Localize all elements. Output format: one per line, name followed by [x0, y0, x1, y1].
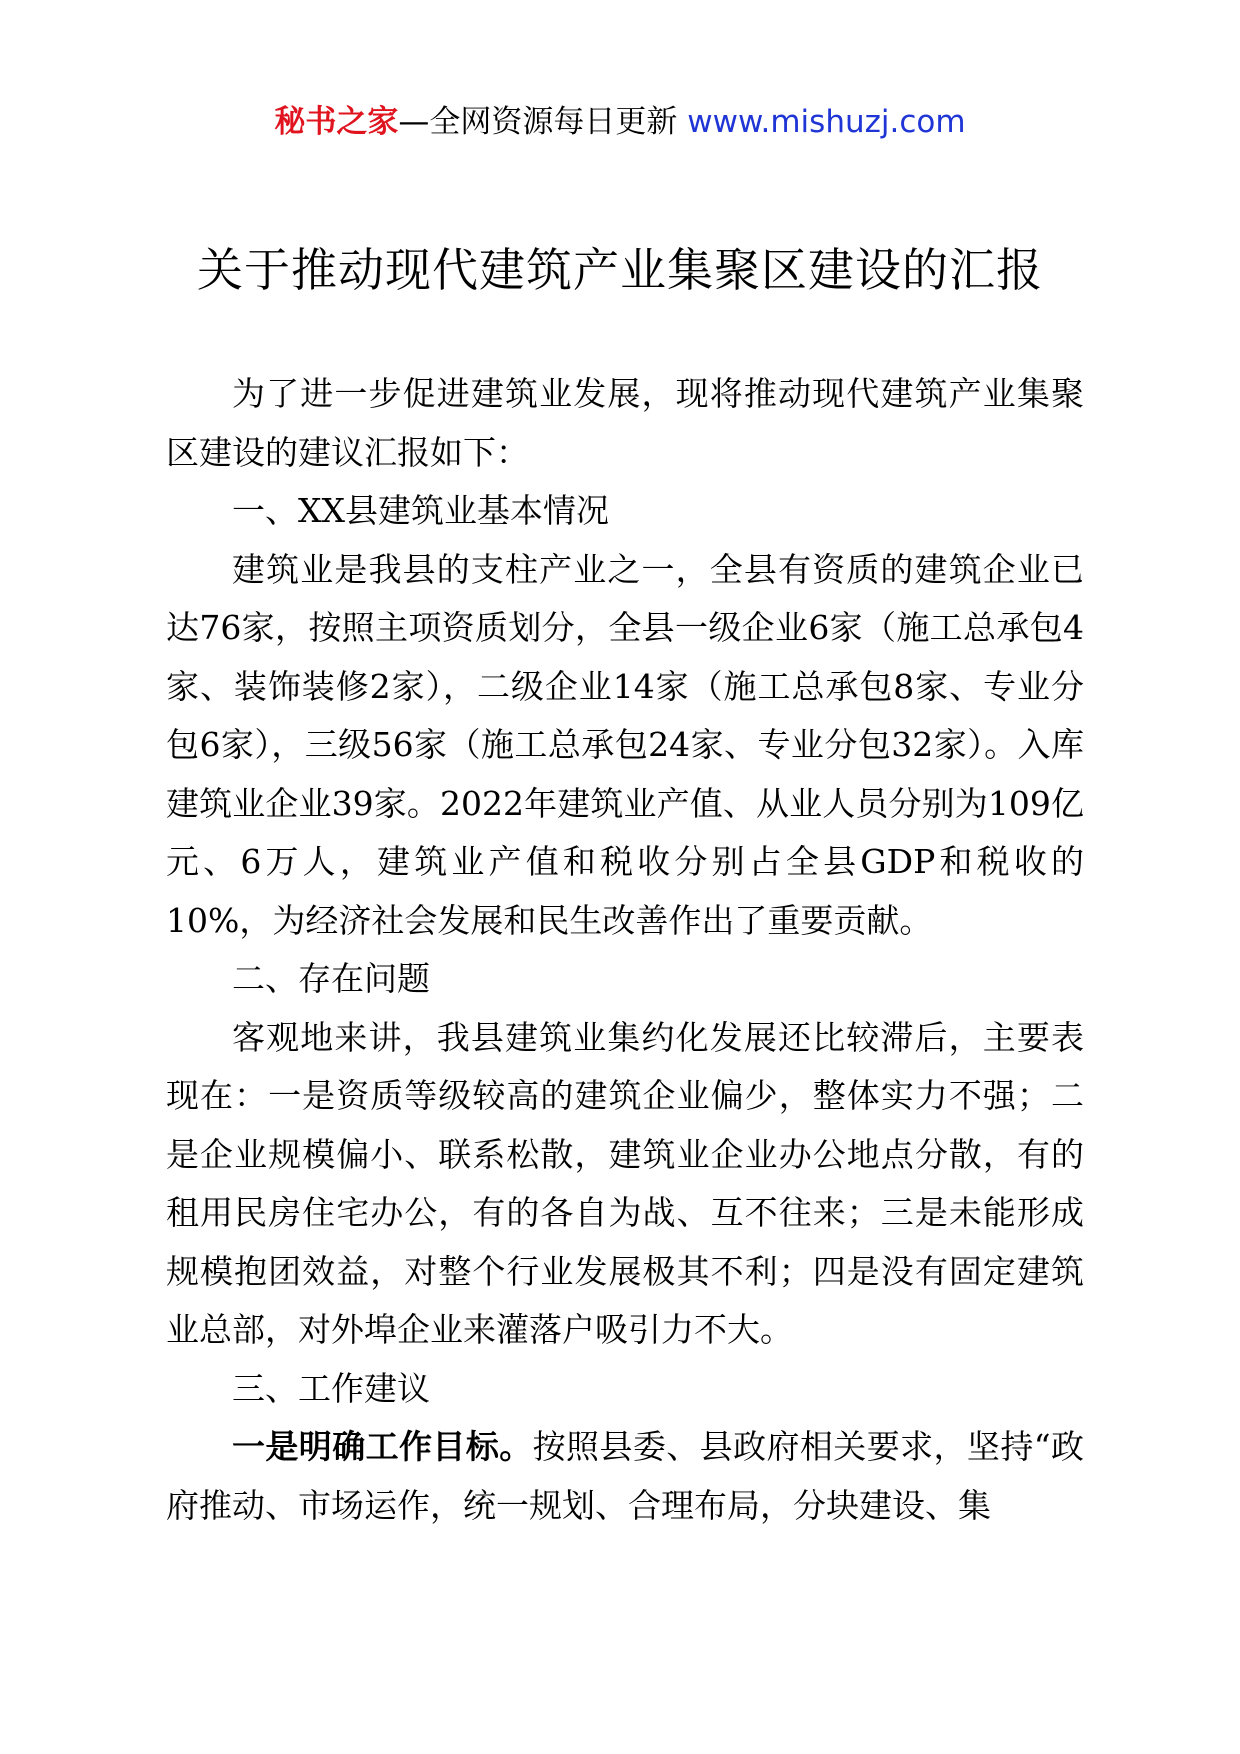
- section-heading-3: 三、工作建议: [232, 1368, 430, 1408]
- intro-paragraph: 为了进一步促进建筑业发展，现将推动现代建筑产业集聚区建设的建议汇报如下：: [166, 374, 1084, 472]
- site-brand: 秘书之家: [274, 104, 399, 140]
- document-body: [166, 365, 1084, 1535]
- section-3-body-text: 按照县委、县政府相关要求，坚持“政府推动、市场运作，统一规划、合理布局，分块建设、集: [166, 1427, 1085, 1525]
- section-paragraph-3: [166, 1418, 1084, 1535]
- document-title: 关于推动现代建筑产业集聚区建设的汇报: [197, 243, 1043, 297]
- section-3-lead-text: 一是明确工作目标。: [232, 1427, 533, 1466]
- site-url-link[interactable]: www.mishuzj.com: [687, 104, 966, 140]
- section-heading-2: 二、存在问题: [232, 959, 430, 998]
- site-header: [0, 100, 1240, 144]
- section-paragraph-1: 建筑业是我县的支柱产业之一，全县有资质的建筑企业已达76家，按照主项资质划分，全县一级企业6家（施工总承包4家、装饰装修2家），二级企业14家（施工总承包8家、专业分包6家），三级56家（施工总承包24家、专业分包32家）。入库建筑业企业39家。2022年建筑业产值、从业人员分别为109亿元、6万人，建筑业产值和税收分别占全县GDP和税收的10%，为经济社会发展和民生改善作出了重要贡献。: [166, 549, 1084, 940]
- section-heading-1: 一、XX县建筑业基本情况: [232, 491, 609, 530]
- section-paragraph-2: 客观地来讲，我县建筑业集约化发展还比较滞后，主要表现在：一是资质等级较高的建筑企业偏少，整体实力不强；二是企业规模偏小、联系松散，建筑业企业办公地点分散，有的租用民房住宅办公，有的各自为战、互不往来；三是未能形成规模抱团效益，对整个行业发展极其不利；四是没有固定建筑业总部，对外埠企业来灌落户吸引力不大。: [166, 1017, 1084, 1349]
- site-tagline: —全网资源每日更新: [398, 104, 688, 140]
